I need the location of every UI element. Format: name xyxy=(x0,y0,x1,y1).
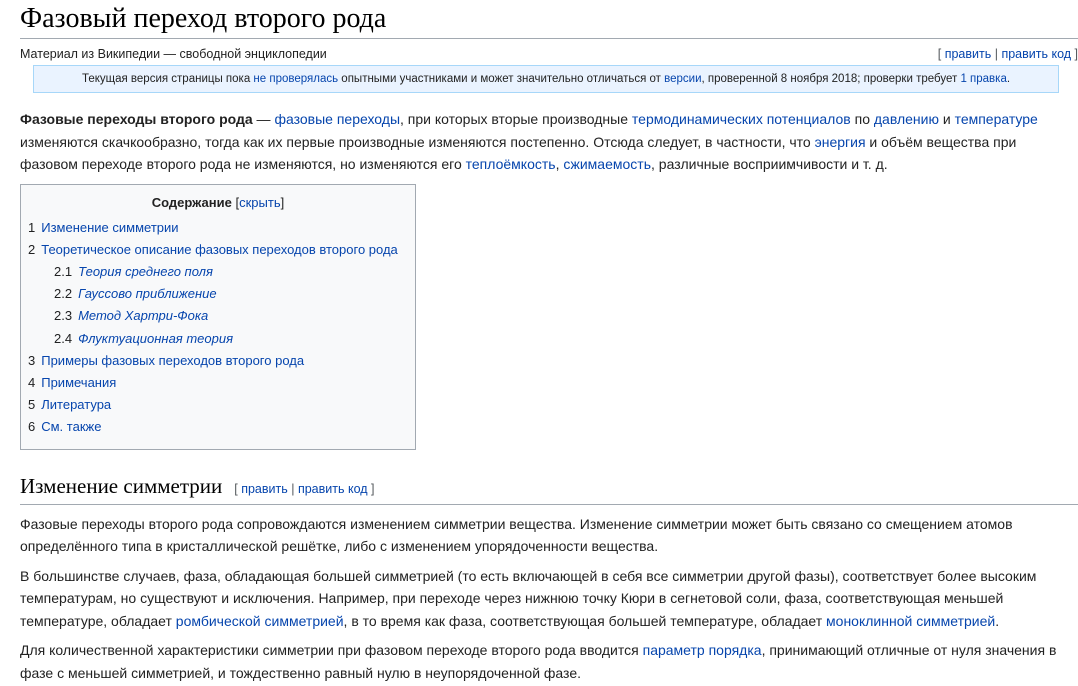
toc-link[interactable]: Теоретическое описание фазовых переходов второго рода xyxy=(41,241,398,257)
edit-code-link[interactable]: править код xyxy=(1001,47,1072,61)
notice-text-3: , проверенной 8 ноября 2018; проверки требует xyxy=(701,73,961,85)
toc-number: 5 xyxy=(28,397,36,413)
toc-item-2-2[interactable] xyxy=(21,283,415,305)
notice-text-1: Текущая версия страницы пока xyxy=(81,73,254,85)
edit-bracket-open: [ xyxy=(937,47,945,61)
toc-title: Содержание xyxy=(151,194,232,210)
lead-text-6: и объём вещества при фазовом переходе второго рода не изменяются, но изменяются его xyxy=(20,133,1017,172)
lead-text-2: , при которых вторые производные xyxy=(400,111,632,127)
toc-hide-toggle[interactable]: [скрыть] xyxy=(235,194,285,210)
p2-text-2: , в то время как фаза, соответствующая большей температуре, обладает xyxy=(343,612,827,629)
lead-bold-term: Фазовые переходы второго рода xyxy=(20,111,253,127)
toc-link[interactable]: Изменение симметрии xyxy=(41,219,179,235)
page-edit-links xyxy=(938,47,1078,61)
lead-text-1: — xyxy=(252,111,275,127)
page-title: Фазовый переход второго рода xyxy=(20,0,1078,39)
notice-text-4: . xyxy=(1006,73,1011,85)
toc-number: 3 xyxy=(28,352,36,368)
notice-unreviewed-link[interactable]: не проверялась xyxy=(253,73,339,85)
section-heading-symmetry xyxy=(20,472,1078,505)
p3-text-2: , принимающий отличные от нуля значения в фазе с меньшей симметрией, и тождественно равный нулю в неупорядоченной фазе. xyxy=(20,642,1057,681)
toc-link[interactable]: Литература xyxy=(41,397,112,413)
toc-number: 2.1 xyxy=(54,263,73,279)
toc-link[interactable]: См. также xyxy=(41,419,102,435)
toc-link[interactable]: Теория среднего поля xyxy=(78,263,213,279)
p2-text-3: . xyxy=(995,612,1000,629)
lead-text-5: изменяются скачкообразно, тогда как их первые производные изменяются постепенно. Отсюда следует, в частности, что xyxy=(20,133,815,150)
link-energy[interactable]: энергия xyxy=(814,133,866,150)
lead-text-8: , различные восприимчивости и т. д. xyxy=(651,156,888,172)
toc-hide-link[interactable]: скрыть xyxy=(239,194,281,210)
link-pressure[interactable]: давлению xyxy=(873,111,939,127)
toc-list xyxy=(21,217,415,439)
toc-number: 2.3 xyxy=(54,308,73,324)
lead-text-7: , xyxy=(555,156,564,172)
toc-item-2-1[interactable] xyxy=(21,261,415,283)
toc-item-2-3[interactable] xyxy=(21,305,415,327)
lead-paragraph xyxy=(20,108,1078,176)
toc-item-2[interactable] xyxy=(21,239,415,261)
paragraph-3 xyxy=(20,639,1078,684)
toc-item-6[interactable] xyxy=(21,416,415,438)
paragraph-1: Фазовые переходы второго рода сопровождаются изменением симметрии вещества. Изменение симметрии может быть связано со смещением атомов определённого типа в кристаллической решётке, либо с изменением упорядоченности вещества. xyxy=(20,515,1013,555)
site-sub-row xyxy=(20,45,1078,63)
toc-link[interactable]: Примечания xyxy=(41,374,117,390)
edit-bracket-open: [ xyxy=(234,481,242,496)
section-heading-text: Изменение симметрии xyxy=(20,473,223,498)
toc-number: 1 xyxy=(28,219,36,235)
edit-link[interactable]: править xyxy=(944,47,992,61)
review-notice xyxy=(33,65,1059,93)
toc-number: 6 xyxy=(28,419,36,435)
edit-bracket-close: ] xyxy=(367,481,375,496)
toc-number: 4 xyxy=(28,374,36,390)
site-sub: Материал из Википедии — свободной энциклопедии xyxy=(20,47,327,61)
link-temperature[interactable]: температуре xyxy=(954,111,1038,127)
toc-title-row xyxy=(21,193,415,213)
section-edit-code-link[interactable]: править код xyxy=(297,481,368,496)
toc-item-3[interactable] xyxy=(21,350,415,372)
toc-number: 2 xyxy=(28,241,36,257)
notice-pending-link[interactable]: 1 правка xyxy=(960,73,1007,85)
paragraph-2 xyxy=(20,565,1078,633)
toc-link[interactable]: Метод Хартри-Фока xyxy=(78,308,209,324)
section-edit-link[interactable]: править xyxy=(241,481,288,496)
link-heat-capacity[interactable]: теплоёмкость xyxy=(465,156,556,172)
link-order-parameter[interactable]: параметр порядка xyxy=(642,642,762,659)
p3-text-1: Для количественной характеристики симметрии при фазовом переходе второго рода вводится xyxy=(20,642,643,659)
toc-item-5[interactable] xyxy=(21,394,415,416)
table-of-contents xyxy=(20,184,416,450)
toc-item-4[interactable] xyxy=(21,372,415,394)
edit-separator: | xyxy=(991,47,1002,61)
link-thermo-potentials[interactable]: термодинамических потенциалов xyxy=(631,111,851,127)
notice-text-2: опытными участниками и может значительно отличаться от xyxy=(338,73,665,85)
notice-version-link[interactable]: версии xyxy=(664,73,702,85)
toc-number: 2.4 xyxy=(54,330,73,346)
section-edit-links xyxy=(234,482,374,496)
link-compressibility[interactable]: сжимаемость xyxy=(563,156,652,172)
toc-link[interactable]: Гауссово приближение xyxy=(78,286,217,302)
article xyxy=(20,0,1078,684)
edit-bracket-close: ] xyxy=(1071,47,1078,61)
toc-item-2-4[interactable] xyxy=(21,328,415,350)
toc-number: 2.2 xyxy=(54,286,73,302)
toc-link[interactable]: Примеры фазовых переходов второго рода xyxy=(41,352,305,368)
toc-item-1[interactable] xyxy=(21,217,415,239)
link-monoclinic-symmetry[interactable]: моноклинной симметрией xyxy=(826,612,996,629)
p2-text-1: В большинстве случаев, фаза, обладающая большей симметрией (то есть включающей в себя все симметрии другой фазы), соответствует более высоким температурам, но существуют и исключения. Например, при переходе через нижнюю точку Кюри в сегнетовой соли, фаза, соответствующая меньшей температуре, обладает xyxy=(20,567,1037,629)
section-body xyxy=(20,513,1078,685)
link-phase-transitions[interactable]: фазовые переходы xyxy=(274,111,401,127)
lead-text-3: по xyxy=(850,111,874,127)
toc-link[interactable]: Флуктуационная теория xyxy=(78,330,234,346)
lead-text-4: и xyxy=(938,111,955,127)
link-rhombic-symmetry[interactable]: ромбической симметрией xyxy=(175,612,344,629)
edit-separator: | xyxy=(287,481,298,496)
